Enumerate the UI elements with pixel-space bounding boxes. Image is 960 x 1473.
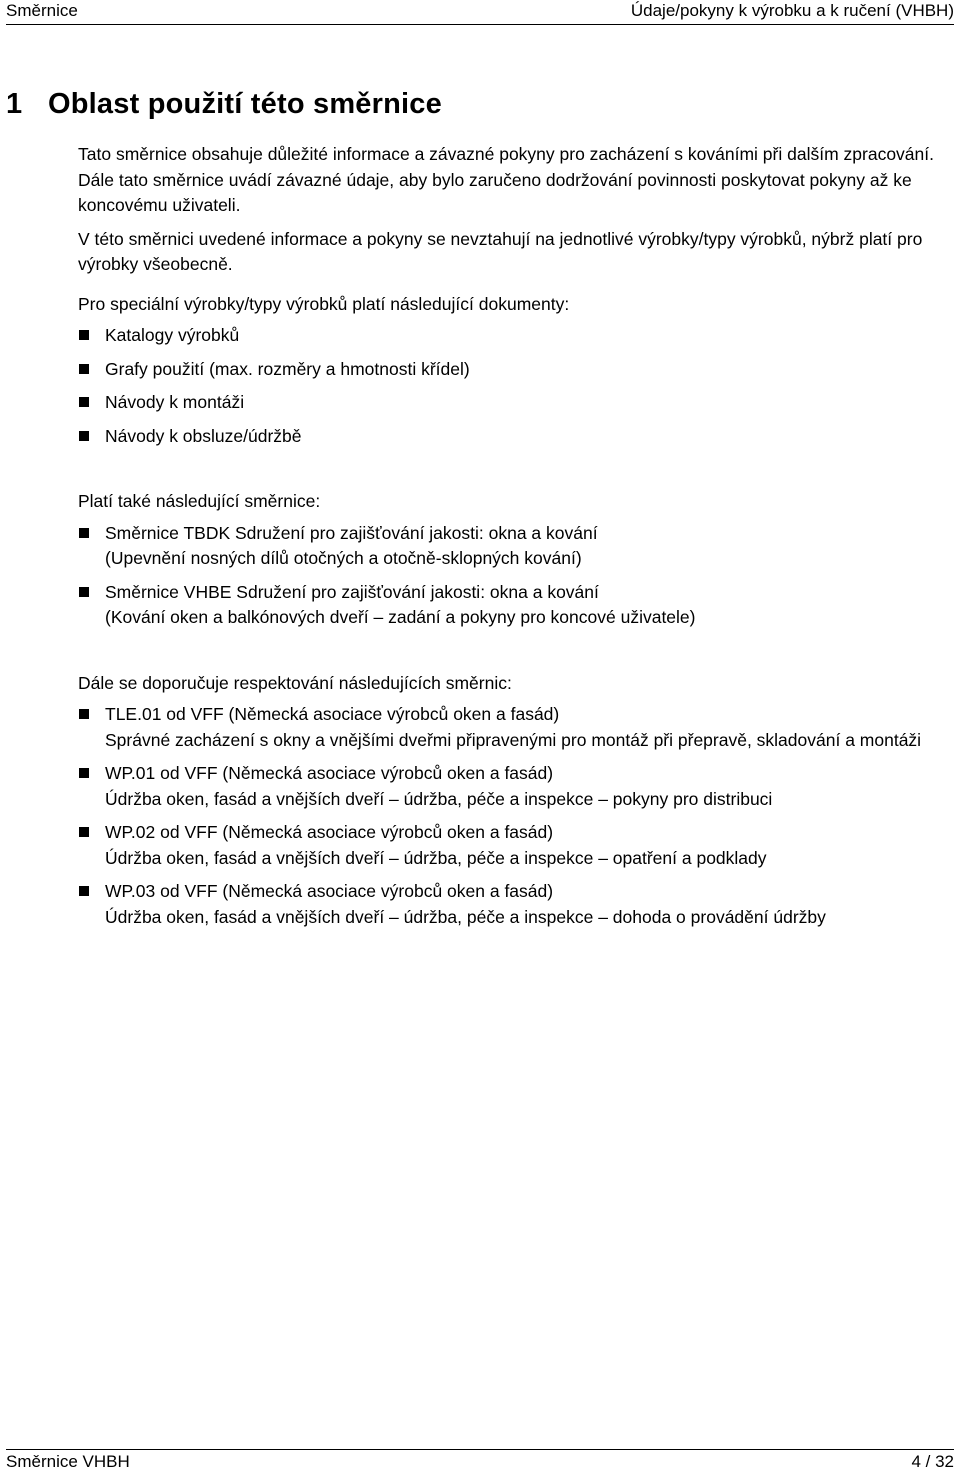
list-item bbox=[78, 702, 954, 753]
list-item bbox=[78, 820, 954, 871]
bullet-square-icon bbox=[79, 709, 89, 719]
list-item-detail: (Kování oken a balkónových dveří – zadání a pokyny pro koncové uživatele) bbox=[105, 607, 696, 627]
page-number: 4 / 32 bbox=[911, 1452, 954, 1471]
list-item bbox=[78, 323, 954, 349]
list-item-title: Směrnice TBDK Sdružení pro zajišťování jakosti: okna a kování bbox=[105, 522, 598, 543]
list-item-detail: Údržba oken, fasád a vnějších dveří – údržba, péče a inspekce – dohoda o provádění údržby bbox=[105, 906, 826, 927]
list-item-text: Návody k montáži bbox=[105, 392, 245, 412]
section-heading bbox=[6, 88, 442, 121]
header-right-title: Údaje/pokyny k výrobku a k ručení (VHBH) bbox=[630, 1, 954, 20]
list-item-title: Směrnice VHBE Sdružení pro zajišťování jakosti: okna a kování bbox=[105, 581, 599, 602]
bullet-square-icon bbox=[79, 827, 89, 837]
intro-paragraph-1: Tato směrnice obsahuje důležité informace a závazné pokyny pro zacházení s kováními při dalším zpracování. Dále tato směrnice uvádí závazné údaje, aby bylo zaručeno dodržování povinnosti poskytovat pokyny až ke koncovému uživateli. bbox=[78, 144, 934, 215]
footer-document-name: Směrnice VHBH bbox=[6, 1452, 130, 1471]
list-item bbox=[78, 390, 954, 416]
list-item bbox=[78, 761, 954, 812]
list-item-title: WP.02 od VFF (Německá asociace výrobců oken a fasád) bbox=[105, 822, 554, 842]
list-item-detail: Údržba oken, fasád a vnějších dveří – údržba, péče a inspekce – pokyny pro distribuci bbox=[105, 788, 773, 809]
header-left-title: Směrnice bbox=[6, 1, 78, 20]
bullet-square-icon bbox=[79, 587, 89, 597]
list-item bbox=[78, 357, 954, 383]
list-item-text: Katalogy výrobků bbox=[105, 325, 240, 345]
list-item bbox=[78, 580, 954, 631]
list-item-detail: (Upevnění nosných dílů otočných a otočně-sklopných kování) bbox=[105, 548, 582, 568]
bullet-square-icon bbox=[79, 528, 89, 538]
recommended-list bbox=[78, 702, 954, 930]
list-item bbox=[78, 424, 954, 450]
guidelines-lead: Platí také následující směrnice: bbox=[78, 491, 321, 511]
guidelines-list bbox=[78, 521, 954, 631]
list-item-title: TLE.01 od VFF (Německá asociace výrobců oken a fasád) bbox=[105, 704, 560, 724]
list-item-detail: Údržba oken, fasád a vnějších dveří – údržba, péče a inspekce – opatření a podklady bbox=[105, 847, 767, 868]
recommended-lead: Dále se doporučuje respektování následujících směrnic: bbox=[78, 672, 512, 693]
intro-paragraph-2: V této směrnici uvedené informace a pokyny se nevztahují na jednotlivé výrobky/typy výrobků, nýbrž platí pro výrobky všeobecně. bbox=[78, 228, 923, 274]
page-header bbox=[6, 0, 954, 25]
bullet-square-icon bbox=[79, 364, 89, 374]
page-footer bbox=[6, 1449, 954, 1473]
bullet-square-icon bbox=[79, 330, 89, 340]
list-item-text: Grafy použití (max. rozměry a hmotnosti křídel) bbox=[105, 358, 470, 379]
section-number: 1 bbox=[6, 88, 23, 120]
list-item-detail: Správné zacházení s okny a vnějšími dveřmi připravenými pro montáž při přepravě, skladování a montáži bbox=[105, 729, 922, 750]
list-item bbox=[78, 879, 954, 930]
bullet-square-icon bbox=[79, 768, 89, 778]
list-item-title: WP.01 od VFF (Německá asociace výrobců oken a fasád) bbox=[105, 763, 554, 783]
docs-lead: Pro speciální výrobky/typy výrobků platí následující dokumenty: bbox=[78, 293, 570, 314]
docs-list bbox=[78, 323, 954, 449]
list-item-title: WP.03 od VFF (Německá asociace výrobců oken a fasád) bbox=[105, 881, 554, 901]
list-item bbox=[78, 521, 954, 572]
main-content bbox=[78, 142, 954, 930]
bullet-square-icon bbox=[79, 397, 89, 407]
bullet-square-icon bbox=[79, 431, 89, 441]
bullet-square-icon bbox=[79, 886, 89, 896]
section-title: Oblast použití této směrnice bbox=[48, 88, 442, 120]
list-item-text: Návody k obsluze/údržbě bbox=[105, 425, 302, 446]
